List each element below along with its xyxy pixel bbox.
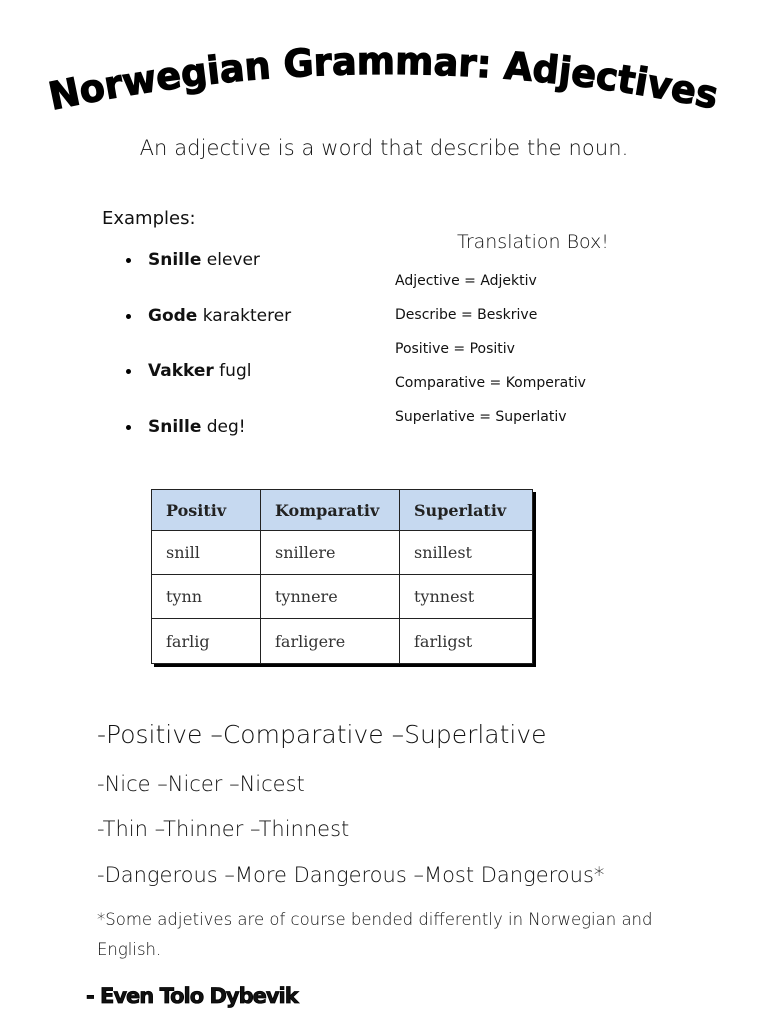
table-cell: farlig <box>152 619 261 664</box>
example-line-thin: -Thin –Thinner –Thinnest <box>97 817 350 841</box>
footnote: *Some adjetives are of course bended differently in Norwegian and English. <box>97 910 653 959</box>
translation-box-title: Translation Box! <box>457 231 609 253</box>
table-cell: farligere <box>261 619 400 664</box>
column-header: Superlativ <box>400 490 533 531</box>
list-item: Vakker fugl <box>120 359 291 415</box>
list-item: Gode karakterer <box>120 304 291 360</box>
table-row <box>152 531 533 575</box>
table-cell: snill <box>152 531 261 575</box>
translation-entry: Superlative = Superlativ <box>395 409 567 425</box>
example-line-dangerous: -Dangerous –More Dangerous –Most Dangerous* <box>97 863 605 887</box>
table-cell: snillere <box>261 531 400 575</box>
list-item: Snille deg! <box>120 415 291 471</box>
comparison-table <box>151 489 533 664</box>
translation-entry: Describe = Beskrive <box>395 307 538 323</box>
table-header-row <box>152 490 533 531</box>
examples-heading: Examples: <box>102 208 196 229</box>
table-cell: farligst <box>400 619 533 664</box>
translation-entry: Positive = Positiv <box>395 341 515 357</box>
list-item: Snille elever <box>120 248 291 304</box>
table-cell: snillest <box>400 531 533 575</box>
table-row <box>152 619 533 664</box>
translation-box-list <box>395 271 586 441</box>
table-cell: tynnere <box>261 575 400 619</box>
table-row <box>152 575 533 619</box>
subtitle: An adjective is a word that describe the noun. <box>139 136 629 160</box>
degrees-heading: -Positive –Comparative –Superlative <box>97 720 547 749</box>
table-cell: tynnest <box>400 575 533 619</box>
examples-list <box>120 248 291 470</box>
svg-text:Norwegian Grammar: Adjectives <box>45 39 722 119</box>
author-signature: - Even Tolo Dybevik <box>86 984 298 1008</box>
column-header: Positiv <box>152 490 261 531</box>
column-header: Komparativ <box>261 490 400 531</box>
example-line-nice: -Nice –Nicer –Nicest <box>97 772 305 796</box>
page-title <box>40 38 730 122</box>
table-cell: tynn <box>152 575 261 619</box>
page-title-text: Norwegian Grammar: Adjectives <box>44 38 723 119</box>
translation-entry: Comparative = Komperativ <box>395 375 586 391</box>
translation-entry: Adjective = Adjektiv <box>395 273 537 289</box>
